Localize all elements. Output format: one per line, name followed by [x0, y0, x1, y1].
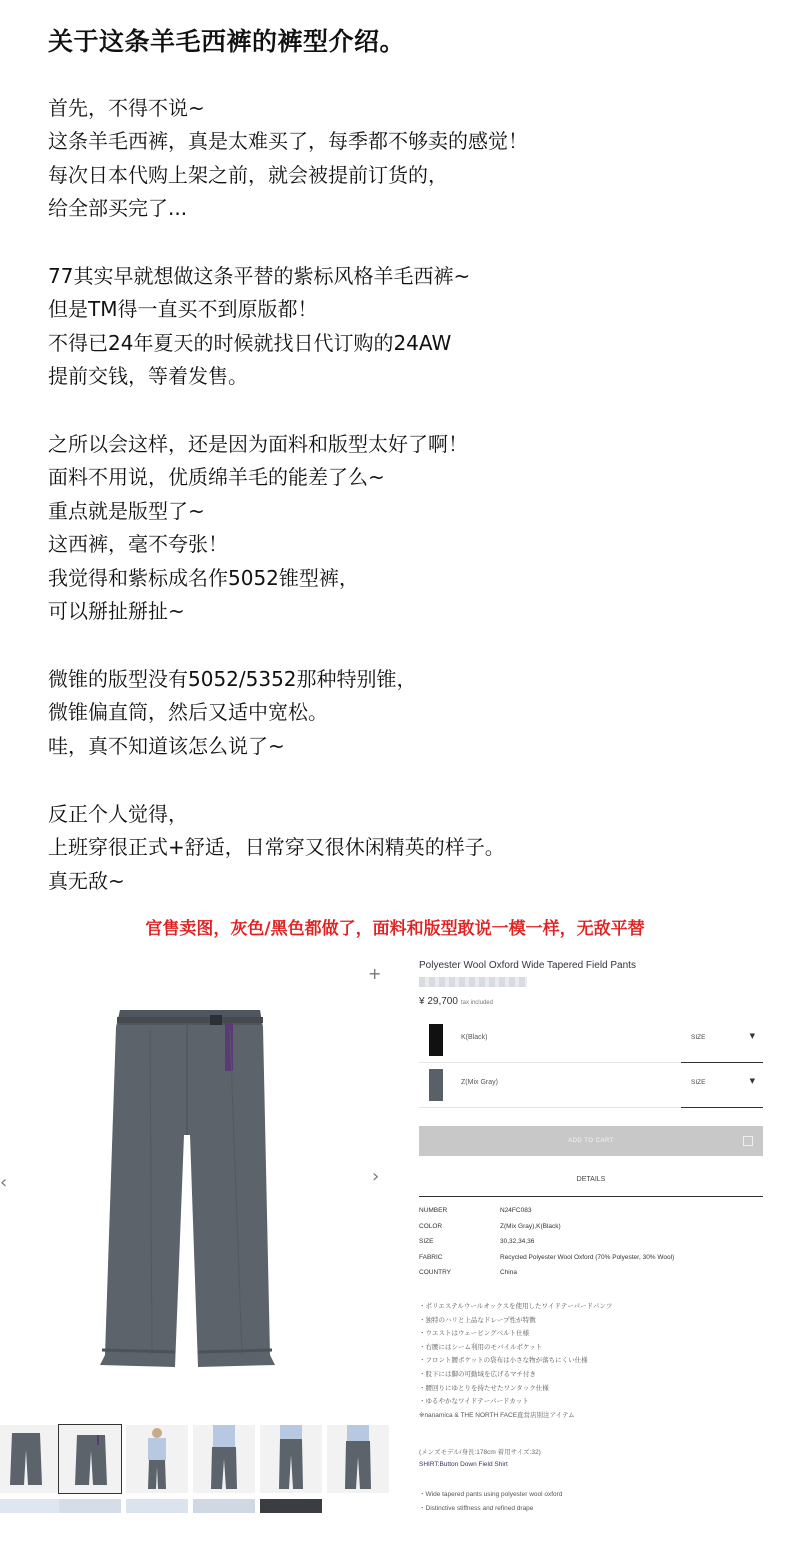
text-line: 这西裤，毫不夸张！ [48, 532, 228, 557]
tax-note: tax included [460, 1000, 493, 1006]
variant-name: K(Black) [461, 1034, 488, 1041]
prev-arrow-icon[interactable]: ‹ [0, 1172, 8, 1193]
red-caption: 官售卖图，灰色/黑色都做了，面料和版型敢说一模一样，无敌平替 [145, 919, 645, 939]
text-line: 这条羊毛西裤，真是太难买了，每季都不够卖的感觉！ [48, 129, 528, 154]
product-main-image [80, 995, 295, 1385]
note-line: ・ゆるやかなワイドテーパードカット [419, 1398, 529, 1406]
thumbnail[interactable] [126, 1499, 188, 1513]
size-select[interactable] [681, 1063, 763, 1108]
thumbnail[interactable] [0, 1425, 62, 1493]
text-line: 77其实早就想做这条平替的紫标风格羊毛西裤~ [48, 264, 471, 288]
notes-english [419, 1488, 562, 1515]
variant-row-black[interactable] [419, 1018, 763, 1063]
size-label: SIZE [691, 1079, 706, 1086]
article-title: 关于这条羊毛西裤的裤型介绍。 [48, 27, 406, 56]
variant-name: Z(Mix Gray) [461, 1079, 498, 1086]
note-line: ・ウエストはウェービングベルト仕様 [419, 1330, 530, 1338]
bag-icon [743, 1136, 753, 1146]
text-line: 我觉得和紫标成名作5052锥型裤， [48, 565, 359, 590]
note-line: ・腰回りにゆとりを持たせたワンタック仕様 [419, 1384, 549, 1392]
paragraph-3 [48, 428, 468, 628]
note-line: ※nanamica & THE NORTH FACE直営店別注アイテム [419, 1411, 575, 1419]
note-line: ・右腰にはシーム利用のモバイルポケット [419, 1343, 543, 1351]
shirt-link[interactable]: SHIRT:Button Down Field Shirt [419, 1461, 508, 1468]
caret-down-icon: ▼ [749, 1077, 755, 1085]
variant-swatch [429, 1024, 443, 1056]
next-arrow-icon[interactable]: › [372, 1166, 380, 1187]
thumbnail[interactable] [260, 1425, 322, 1493]
text-line: 不得已24年夏天的时候就找日代订购的24AW [48, 330, 452, 355]
model-info: (メンズモデル/身長:178cm 着用サイズ:32) [419, 1449, 541, 1456]
text-line: 微锥的版型没有5052/5352那种特别锥， [48, 667, 417, 691]
note-line: ・Wide tapered pants using polyester wool oxford [419, 1491, 563, 1498]
text-line: 提前交钱，等着发售。 [48, 364, 248, 389]
paragraph-4 [48, 663, 417, 763]
product-price: ¥ 29,700 tax included [419, 996, 493, 1007]
note-line: ・独特のハリと上品なドレープ性が特徴 [419, 1316, 536, 1324]
thumbnail[interactable] [0, 1499, 62, 1513]
thumbnail[interactable] [260, 1499, 322, 1513]
size-label: SIZE [691, 1034, 706, 1041]
text-line: 反正个人觉得， [48, 802, 188, 826]
text-line: 上班穿很正式+舒适，日常穿又很休闲精英的样子。 [48, 835, 505, 860]
thumbnail[interactable] [59, 1499, 121, 1513]
thumbnail[interactable] [193, 1499, 255, 1513]
text-line: 微锥偏直筒，然后又适中宽松。 [48, 700, 328, 725]
text-line: 真无敌~ [48, 868, 125, 893]
text-line: 但是TM得一直买不到原版都！ [48, 297, 318, 322]
zoom-plus-icon[interactable]: + [368, 964, 382, 983]
note-line: ・Distinctive stiffness and refined drape [419, 1504, 534, 1512]
text-line: 可以掰扯掰扯~ [48, 599, 185, 624]
size-select[interactable] [681, 1018, 763, 1063]
notes-japanese [419, 1300, 612, 1422]
text-line: 哇，真不知道该怎么说了~ [48, 733, 285, 758]
text-line: 每次日本代购上架之前，就会被提前订货的， [48, 162, 448, 187]
add-to-cart-button[interactable]: ADD TO CART [419, 1126, 763, 1156]
tab-details[interactable]: DETAILS [419, 1176, 763, 1197]
text-line: 之所以会这样，还是因为面料和版型太好了啊！ [48, 432, 468, 456]
paragraph-1 [48, 92, 528, 226]
paragraph-5 [48, 798, 505, 898]
thumbnail[interactable] [126, 1425, 188, 1493]
text-line: 重点就是版型了~ [48, 498, 205, 523]
paragraph-2 [48, 260, 470, 394]
text-line: 面料不用说，优质绵羊毛的能差了么~ [48, 465, 385, 490]
note-line: ・フロント腰ポケットの袋布は小さな物が落ちにくい仕様 [419, 1357, 588, 1365]
thumbnail-selected[interactable] [59, 1425, 121, 1493]
variant-swatch [429, 1069, 443, 1101]
text-line: 给全部买完了... [48, 196, 188, 221]
variant-row-gray[interactable] [419, 1063, 763, 1108]
text-line: 首先，不得不说~ [48, 96, 205, 120]
thumbnail[interactable] [327, 1425, 389, 1493]
product-page-screenshot: + ‹ › Polyester Wool Oxford Wide Tapered Field Pants ¥ 29,700 tax included K(Black) SIZE ▼ Z(Mix Gray) SIZE ▼ ADD TO CART DETAILS NUMBER N24FC083 COLOR Z(Mix Gray),K(Black) SIZE 30,32,34,36 FABRIC Recycled Polyester Wool Oxford (70% Polyester, 30% Wool) COUNTRY China ・ポリエステルウールオックスを使用したワイドテーパードパンツ ・独特のハリと上品なドレープ性が特徴 ・ウエストはウェービングベルト仕様 ・右腰にはシーム利用のモバイルポケット ・フロント腰ポケットの袋布は小さな物が落ちにくい仕様 ・股下には脚の可動域を広げるマチ付き ・腰回りにゆとりを持たせたワンタック仕様 ・ゆるやかなワイドテーパードカット ※nanamica & THE NORTH FACE直営店別注アイテム (メンズモデル/身長:178cm 着用サイズ:32) SHIRT:Button Down Field Shirt ・Wide tapered pants using polyester wool oxford ・Distinctive stiffness and refined drape [0, 950, 790, 1568]
note-line: ・ポリエステルウールオックスを使用したワイドテーパードパンツ [419, 1303, 613, 1310]
blurred-text [419, 977, 527, 987]
product-name: Polyester Wool Oxford Wide Tapered Field Pants [419, 960, 636, 971]
thumbnail[interactable] [193, 1425, 255, 1493]
note-line: ・股下には脚の可動域を広げるマチ付き [419, 1370, 536, 1378]
caret-down-icon: ▼ [749, 1032, 755, 1040]
